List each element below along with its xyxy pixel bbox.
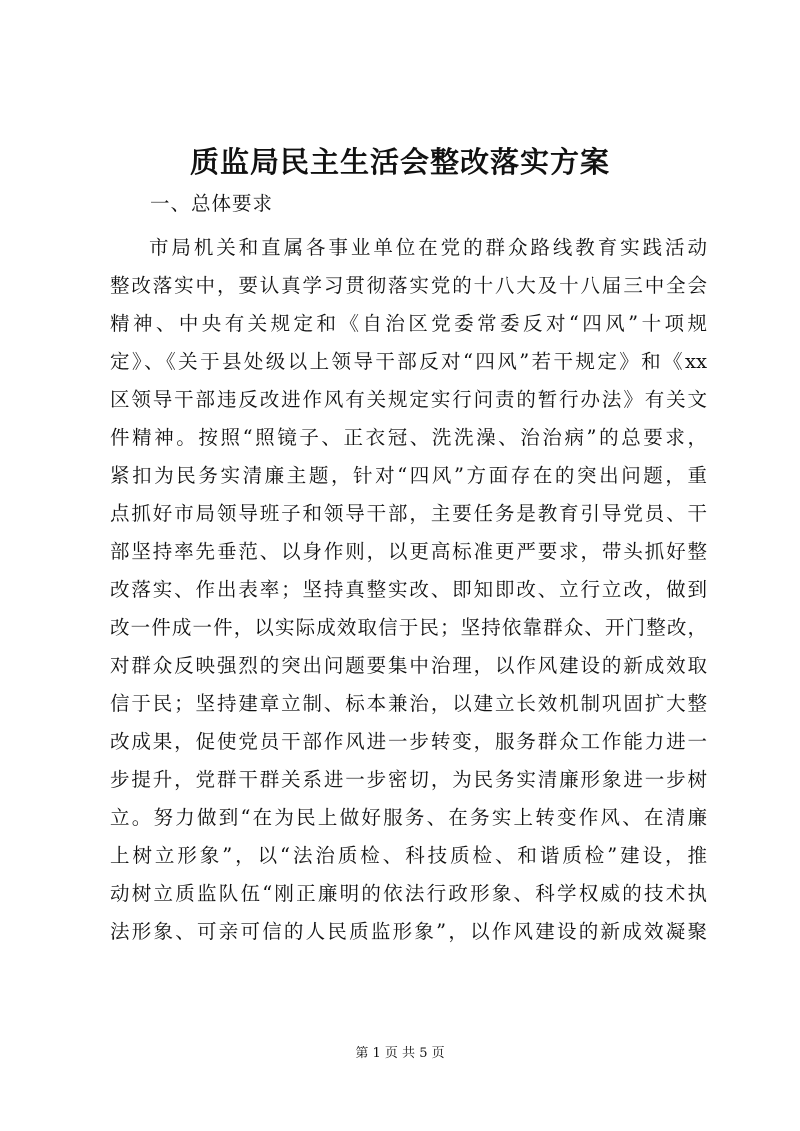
paragraph-line: 立。努力做到“在为民上做好服务、在务实上转变作风、在清廉	[110, 806, 707, 829]
paragraph-line: 市局机关和直属各事业单位在党的群众路线教育实践活动	[149, 236, 707, 259]
paragraph-line: 部坚持率先垂范、以身作则，以更高标准更严要求，带头抓好整	[110, 540, 707, 563]
paragraph-line: 改成果，促使党员干部作风进一步转变，服务群众工作能力进一	[110, 730, 707, 753]
paragraph-line: 点抓好市局领导班子和领导干部，主要任务是教育引导党员、干	[110, 502, 707, 525]
section-heading: 一、总体要求	[150, 192, 274, 215]
paragraph-line: 紧扣为民务实清廉主题，针对“四风”方面存在的突出问题，重	[110, 464, 707, 487]
paragraph-line: 改落实、作出表率；坚持真整实改、即知即改、立行立改，做到	[110, 578, 707, 601]
paragraph-line: 改一件成一件，以实际成效取信于民；坚持依靠群众、开门整改，	[110, 616, 707, 639]
paragraph-line: 定》、《关于县处级以上领导干部反对“四风”若干规定》和《xx	[110, 350, 707, 373]
paragraph-line: 步提升，党群干群关系进一步密切，为民务实清廉形象进一步树	[110, 768, 707, 791]
paragraph-line: 精神、中央有关规定和《自治区党委常委反对“四风”十项规	[110, 312, 707, 335]
paragraph-line: 件精神。按照“照镜子、正衣冠、洗洗澡、治治病”的总要求，	[110, 426, 707, 449]
paragraph-line: 整改落实中，要认真学习贯彻落实党的十八大及十八届三中全会	[110, 274, 707, 297]
paragraph-line: 对群众反映强烈的突出问题要集中治理，以作风建设的新成效取	[110, 654, 707, 677]
paragraph-line: 上树立形象”，以“法治质检、科技质检、和谐质检”建设，推	[110, 844, 707, 867]
page-footer: 第 1 页 共 5 页	[355, 1046, 445, 1061]
paragraph-line: 信于民；坚持建章立制、标本兼治，以建立长效机制巩固扩大整	[110, 692, 707, 715]
document-title: 质监局民主生活会整改落实方案	[189, 145, 610, 179]
paragraph-line: 动树立质监队伍“刚正廉明的依法行政形象、科学权威的技术执	[110, 882, 707, 905]
paragraph-line: 区领导干部违反改进作风有关规定实行问责的暂行办法》有关文	[110, 388, 707, 411]
paragraph-line: 法形象、可亲可信的人民质监形象”，以作风建设的新成效凝聚	[110, 920, 707, 943]
